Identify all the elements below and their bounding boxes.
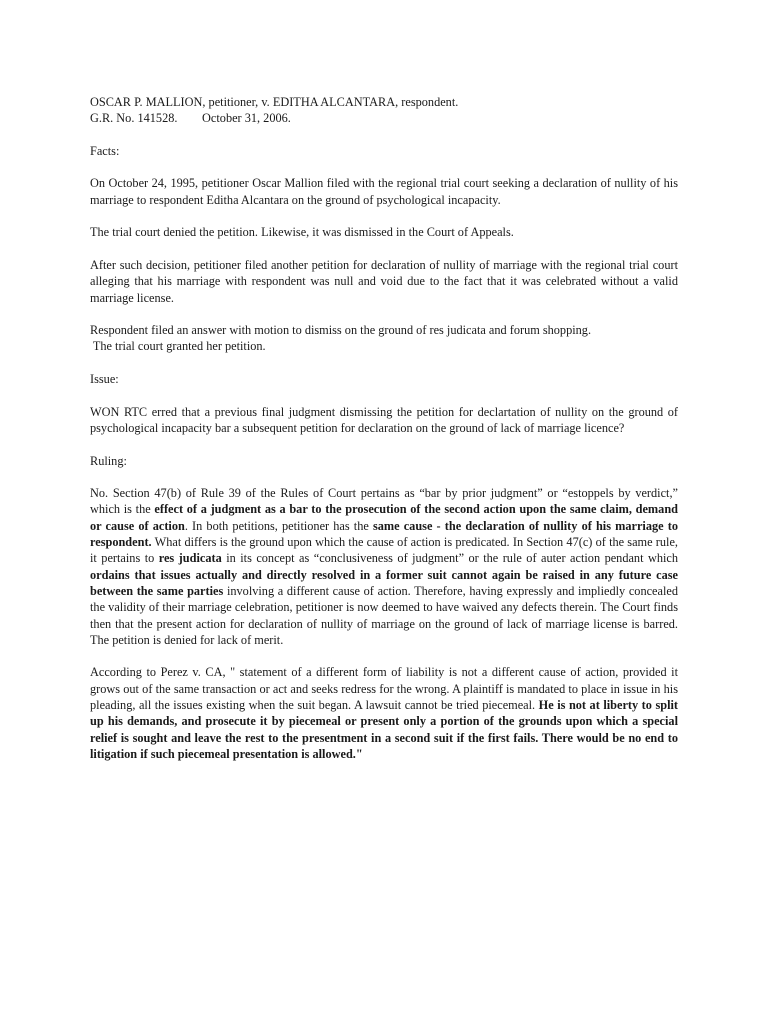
- facts-heading: Facts:: [90, 143, 120, 158]
- facts-paragraph-2: The trial court denied the petition. Likewise, it was dismissed in the Court of Appeals.: [90, 225, 514, 240]
- case-caption: OSCAR P. MALLION, petitioner, v. EDITHA ALCANTARA, respondent.: [90, 95, 459, 109]
- ruling-text: According to Perez v. CA, " statement of a different form of liability is not a different cause of action, provided it grows out of the same transaction or act and seeks redress for the wrong. A plaintiff is mandated to place in issue in his pleading, all the issues existing when the suit began. A lawsuit cannot be tried piecemeal.: [90, 665, 678, 712]
- ruling-paragraph-1: [90, 485, 678, 648]
- ruling-text: involving a different cause of action. Therefore, having expressly and impliedly concealed the validity of their marriage celebration, petitioner is now deemed to have waived any defects therein. The Court finds then that the present action for declaration of nullity of marriage on the ground of lack of marriage license is barred. The petition is denied for lack of merit.: [90, 583, 678, 647]
- decision-date: October 31, 2006.: [202, 111, 291, 126]
- ruling-emphasis: effect of a judgment as a bar to the prosecution of the second action upon the same claim, demand or cause of action: [90, 502, 679, 533]
- gr-number: G.R. No. 141528.: [90, 111, 178, 126]
- ruling-emphasis: He is not at liberty to split up his demands, and prosecute it by piecemeal or present only a portion of the grounds upon which a special relief is sought and leave the rest to the presentment in a second suit if the first fails. There would be no end to litigation if such piecemeal presentation is allowed.": [90, 697, 679, 761]
- facts-paragraph-3: After such decision, petitioner filed another petition for declaration of nullity of marriage with the regional trial court alleging that his marriage with respondent was null and void due to the fact that it was celebrated without a valid marriage license.: [90, 257, 678, 305]
- facts-paragraph-4-line-1: Respondent filed an answer with motion to dismiss on the ground of res judicata and forum shopping.: [90, 323, 592, 338]
- ruling-emphasis: ordains that issues actually and directly resolved in a former suit cannot again be raised in any future case between the same parties: [90, 567, 678, 598]
- ruling-text: in its concept as “conclusiveness of judgment” or the rule of auter action pendant which: [221, 551, 679, 566]
- ruling-paragraph-2: [90, 664, 678, 762]
- ruling-heading: Ruling:: [90, 453, 127, 468]
- ruling-emphasis: same cause - the declaration of nullity of his marriage to respondent.: [90, 518, 678, 550]
- issue-heading: Issue:: [90, 372, 119, 387]
- ruling-text: No. Section 47(b) of Rule 39 of the Rules of Court pertains as “bar by prior judgment” or “estoppels by verdict,” which is the: [90, 486, 678, 517]
- case-number-line: [90, 110, 678, 126]
- facts-paragraph-1: On October 24, 1995, petitioner Oscar Mallion filed with the regional trial court seeking a declaration of nullity of his marriage to respondent Editha Alcantara on the ground of psychological incapacity.: [90, 176, 678, 207]
- ruling-text: . In both petitions, petitioner has the: [184, 518, 373, 533]
- ruling-text: What differs is the ground upon which the cause of action is predicated. In Section 47(c) of the same rule, it pertains to: [90, 535, 678, 566]
- document-body: [90, 94, 678, 762]
- facts-paragraph-4-line-2: The trial court granted her petition.: [90, 339, 266, 354]
- issue-paragraph: WON RTC erred that a previous final judgment dismissing the petition for declartation of nullity on the ground of psychological incapacity bar a subsequent petition for declaration on the ground of lack of marriage licence?: [90, 404, 678, 435]
- ruling-emphasis: res judicata: [158, 551, 222, 566]
